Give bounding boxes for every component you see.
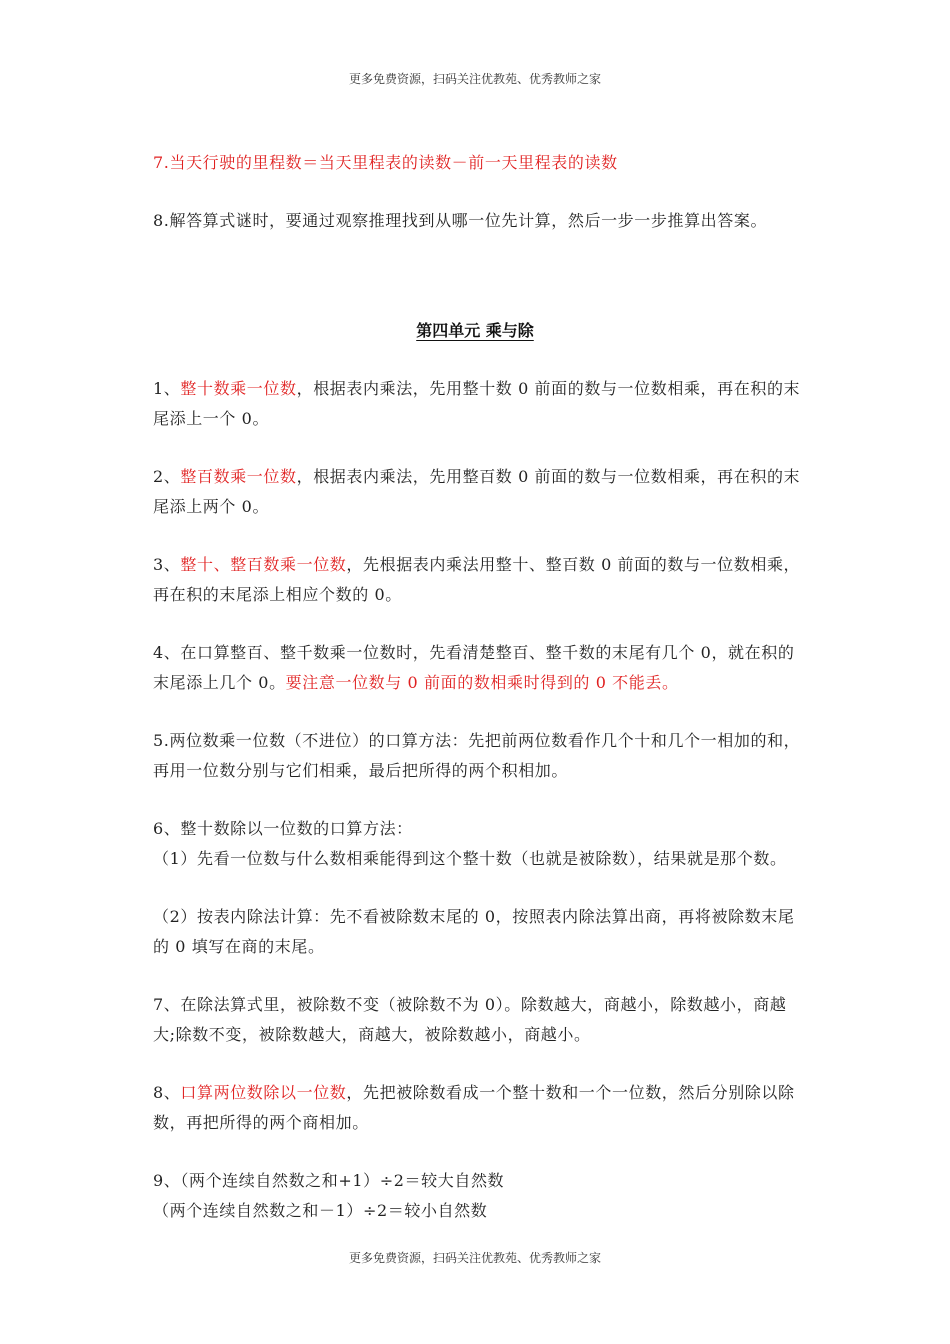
item-7-mileage-formula: 7.当天行驶的里程数＝当天里程表的读数－前一天里程表的读数 bbox=[153, 153, 618, 172]
unit4-item-3 bbox=[153, 550, 801, 610]
unit4-item-9-line-1: 9、（两个连续自然数之和+1）÷2＝较大自然数 bbox=[153, 1171, 505, 1190]
item-number: 2、 bbox=[153, 467, 181, 486]
key-term: 整百数乘一位数 bbox=[180, 467, 297, 486]
item-text: ，根据表内乘法，先用整十数 0 前面的数与一位数相乘，再在积的末尾添上一个 0。 bbox=[153, 379, 801, 428]
unit-heading bbox=[0, 318, 950, 341]
key-warning: 要注意一位数与 0 前面的数相乘时得到的 0 不能丢。 bbox=[285, 673, 679, 692]
item-text: 4、在口算整百、整千数乘一位数时，先看清楚整百、整千数的末尾有几个 0，就在积的末尾添上几个 0。 bbox=[153, 643, 795, 692]
unit4-item-8 bbox=[153, 1078, 801, 1138]
page-header: 更多免费资源，扫码关注优教苑、优秀教师之家 bbox=[348, 72, 601, 86]
item-text: ，先把被除数看成一个整十数和一个一位数，然后分别除以除数，再把所得的两个商相加。 bbox=[153, 1083, 795, 1132]
unit4-item-6-step-2: （2）按表内除法计算：先不看被除数末尾的 0，按照表内除法算出商，再将被除数末尾的 0 填写在商的末尾。 bbox=[153, 907, 795, 956]
key-term: 整十、整百数乘一位数 bbox=[180, 555, 347, 574]
page-footer: 更多免费资源，扫码关注优教苑、优秀教师之家 bbox=[348, 1251, 601, 1265]
key-term: 整十数乘一位数 bbox=[180, 379, 297, 398]
unit4-item-2 bbox=[153, 462, 801, 522]
unit4-item-5: 5.两位数乘一位数（不进位）的口算方法：先把前两位数看作几个十和几个一相加的和，再用一位数分别与它们相乘，最后把所得的两个积相加。 bbox=[153, 731, 801, 780]
unit-title: 第四单元 乘与除 bbox=[416, 321, 534, 340]
unit4-item-1 bbox=[153, 374, 801, 434]
item-number: 1、 bbox=[153, 379, 181, 398]
item-number: 3、 bbox=[153, 555, 181, 574]
key-term: 口算两位数除以一位数 bbox=[180, 1083, 347, 1102]
unit4-item-6-title: 6、整十数除以一位数的口算方法： bbox=[153, 819, 413, 838]
item-8-puzzle-tip: 8.解答算式谜时，要通过观察推理找到从哪一位先计算，然后一步一步推算出答案。 bbox=[153, 211, 768, 230]
item-number: 8、 bbox=[153, 1083, 181, 1102]
unit4-item-9-line-2: （两个连续自然数之和－1）÷2＝较小自然数 bbox=[153, 1201, 488, 1220]
unit4-item-6-step-1: （1）先看一位数与什么数相乘能得到这个整十数（也就是被除数），结果就是那个数。 bbox=[153, 849, 787, 868]
item-text: ，根据表内乘法，先用整百数 0 前面的数与一位数相乘，再在积的末尾添上两个 0。 bbox=[153, 467, 801, 516]
unit4-item-7: 7、在除法算式里，被除数不变（被除数不为 0）。除数越大，商越小，除数越小，商越大;除数不变，被除数越大，商越大，被除数越小，商越小。 bbox=[153, 995, 787, 1044]
item-text: ，先根据表内乘法用整十、整百数 0 前面的数与一位数相乘，再在积的末尾添上相应个数的 0。 bbox=[153, 555, 801, 604]
unit4-item-4 bbox=[153, 638, 801, 698]
